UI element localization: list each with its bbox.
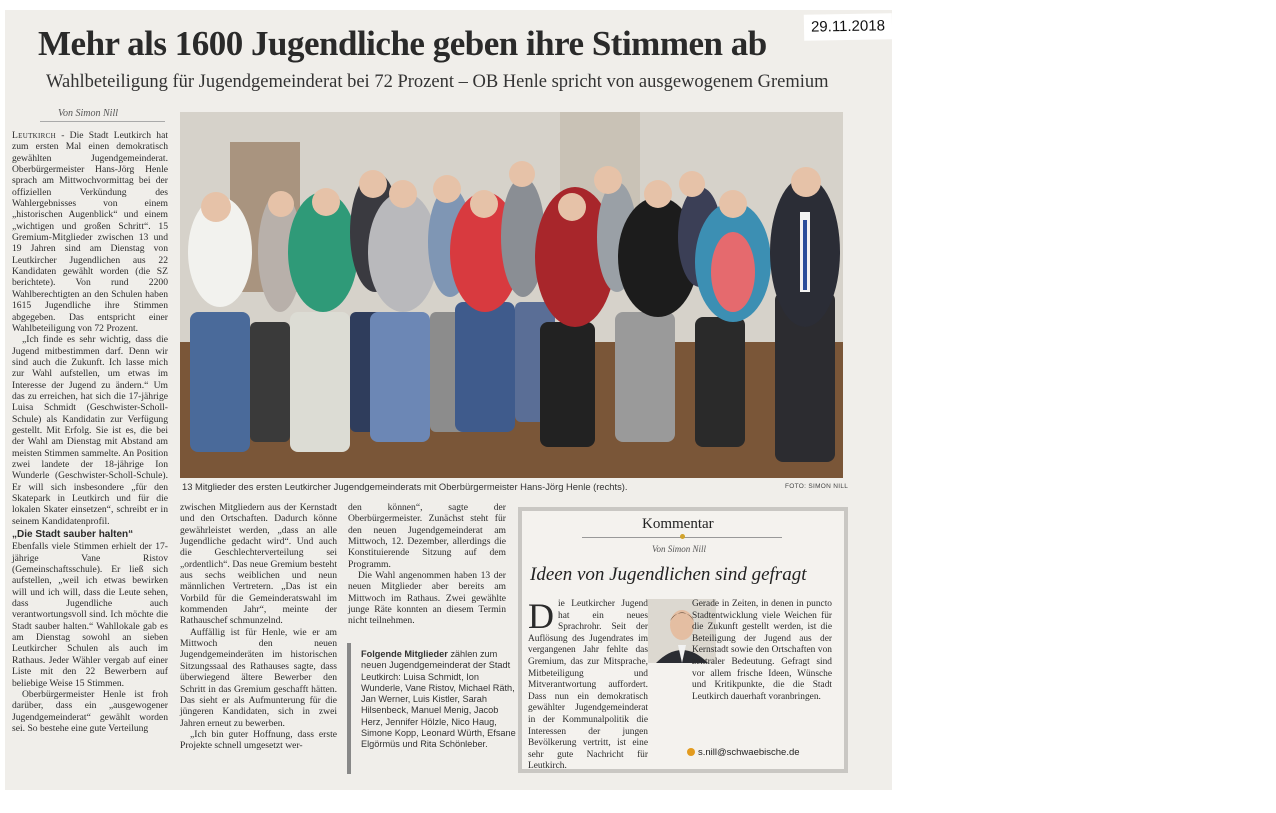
commentary-byline: Von Simon Nill bbox=[652, 544, 707, 554]
article-paragraph: zwischen Mitgliedern aus der Kernstadt und den Ortschaften. Dadurch könne gewährleistet werden, „dass an alle Jugendliche gedacht wird“. Und auch die Geschlechterverteilung sei „ordentlich“. Das neue Gremium besteht aus sechs weiblichen und neun männlichen Vertretern. „Das ist ein Vorbild für die Gemeinderatswahl im kommenden Jahr“, meinte der Rathauschef schmunzelnd. bbox=[180, 502, 337, 627]
infobox-text: zählen zum neuen Jugendgemeinderat der Stadt Leutkirch: Luisa Schmidt, Ion Wunderle, Vane Ristov, Michael Räth, Jan Werner, Luis Kistler, Sarah Hilsenbeck, Manuel Menig, Jacob Herz, Jennifer Hölzle, Nico Haug, Simone Kopp, Leonard Würth, Efsane Elgörmüs und Rita Schönleber. bbox=[361, 649, 516, 750]
email-icon bbox=[687, 748, 695, 756]
article-column-2 bbox=[180, 502, 337, 752]
drop-cap: D bbox=[528, 596, 554, 636]
article-paragraph: Ebenfalls viele Stimmen erhielt der 17-jährige Vane Ristov (Gemeinschaftsschule). Er ließ sich aufstellen, „weil ich etwas bewirken will und ich will, dass die Leute sehen, dass Jugendliche auch verantwortungsvoll sind. Ich möchte die Stadt sauber halten.“ Wahllokale gab es am Dienstag sowohl an sieben Leutkircher Schulen als auch im Rathaus. Jeder Wähler vergab auf einer Liste mit den 22 Bewerbern auf beliebige Weise 15 Stimmen. bbox=[12, 541, 168, 689]
email-text[interactable]: s.nill@schwaebische.de bbox=[698, 747, 800, 758]
article-column-1 bbox=[12, 130, 168, 734]
article-column-3 bbox=[348, 502, 506, 627]
byline-divider bbox=[40, 121, 165, 122]
commentary-headline: Ideen von Jugendlichen sind gefragt bbox=[530, 564, 807, 585]
accent-dot bbox=[680, 534, 685, 539]
headline: Mehr als 1600 Jugendliche geben ihre Stimmen ab bbox=[38, 24, 767, 63]
photo-caption: 13 Mitglieder des ersten Leutkircher Jugendgemeinderats mit Oberbürgermeister Hans-Jörg Henle (rechts). bbox=[182, 481, 628, 492]
photo-credit: FOTO: SIMON NILL bbox=[785, 483, 849, 490]
group-photo-illustration bbox=[180, 112, 843, 478]
article-paragraph: „Ich finde es sehr wichtig, dass die Jugend mitbestimmen darf. Denn wir sind auch die Zukunft. Ich lasse mich zur Wahl aufstellen, um etwas im Interesse der Jugend zu ändern.“ Um das zu erreichen, hat sich die 17-jährige Luisa Schmidt (Geschwister-Scholl-Schule) als Kandidatin zur Verfügung gestellt. Mit Erfolg. Sie ist es, die bei der Wahl am Dienstag mit Abstand am meisten Stimmen sammelte. An Position zwei landete der 18-jährige Ion Wunderle (Geschwister-Scholl-Schule). Er will sich insbesondere „für den Skatepark in Leutkirch und für die lokalen Skater einsetzen“, schreibt er in seinem Kandidatenprofil. bbox=[12, 334, 168, 527]
dateline: Leutkirch bbox=[12, 130, 56, 141]
article-paragraph: Auffällig ist für Henle, wie er am Mittwoch den neuen Jugendgemeinderäten im historischen Sitzungssaal des Rathauses sagte, dass überwiegend ältere Bewerber den Schritt in das Gremium geschafft hätten. Das sieht er als Aufmunterung für die jüngeren Kandidaten, sich in zwei Jahren erneut zu bewerben. bbox=[180, 626, 337, 729]
article-paragraph: Oberbürgermeister Henle ist froh darüber, dass ein „ausgewogener Jugendgemeinderat“ gewählt worden sei. So bestehe eine gute Verteilung bbox=[12, 688, 168, 734]
commentary-column-2 bbox=[692, 599, 832, 703]
article-paragraph: den können“, sagte der Oberbürgermeister. Zunächst steht für den neuen Jugendgemeinderat am Mittwoch, 12. Dezember, allerdings die Konstituierende Sitzung auf dem Programm. bbox=[348, 502, 506, 570]
commentary-paragraph: ie Leutkircher Jugend hat ein neues Sprachrohr. Seit der Auflösung des Jugendrates im vergangenen Jahr fehlte das Gremium, das zur Mitsprache, Mitbeteiligung und Mitverantwortung auffordert. Dass nun ein demokratisch gewählter Jugendgemeinderat in der Kommunalpolitik die Interessen der jungen Bevölkerung vertritt, ist eine sehr gute Nachricht für Leutkirch. bbox=[528, 599, 648, 772]
article-paragraph: „Ich bin guter Hoffnung, dass erste Projekte schnell umgesetzt wer- bbox=[180, 728, 337, 752]
date-stamp: 29.11.2018 bbox=[804, 13, 892, 41]
subheadline: Wahlbeteiligung für Jugendgemeinderat bei 72 Prozent – OB Henle spricht von ausgewogenem Gremium bbox=[46, 72, 829, 92]
author-email[interactable] bbox=[687, 747, 800, 758]
commentary-label: Kommentar bbox=[642, 516, 714, 532]
subheading: „Die Stadt sauber halten“ bbox=[12, 529, 134, 541]
article-paragraph: Leutkirch - Die Stadt Leutkirch hat zum ersten Mal einen demokratisch gewählten Jugendgemeinderat. Oberbürgermeister Hans-Jörg Henle sprach am Mittwochvormittag bei der offiziellen Verkündung des Wahlergebnisses von einem „historischen Augenblick“ und einem „wichtigen und großen Schritt“. 15 Gremium-Mitglieder zwischen 13 und 19 Jahren sind am Dienstag von Leutkircher Jugendlichen aus 22 Kandidaten gewählt worden (die SZ berichtete). Von rund 2200 Wahlberechtigten an den Schulen haben 1615 Jugendliche ihre Stimmen abgegeben. Das entspricht einer Wahlbeteiligung von 72 Prozent. bbox=[12, 130, 168, 334]
infobox-lead: Folgende Mitglieder bbox=[361, 649, 448, 659]
commentary-box bbox=[518, 507, 848, 773]
byline: Von Simon Nill bbox=[58, 108, 119, 119]
commentary-column-1 bbox=[528, 596, 648, 773]
group-photo bbox=[180, 112, 843, 478]
members-infobox bbox=[347, 643, 521, 774]
article-paragraph: Die Wahl angenommen haben 13 der neuen Mitglieder aber bereits am Mittwoch im Rathaus. Zwei gewählte junge Räte konnten an diesem Termin nicht teilnehmen. bbox=[348, 570, 506, 627]
commentary-paragraph: Gerade in Zeiten, in denen in puncto Stadtentwicklung viele Weichen für die Zukunft gestellt werden, ist die Beteiligung der Jugend aus der Kernstadt sowie den Ortschaften von zentraler Bedeutung. Gefragt sind vor allem frische Ideen, Wünsche und Kritikpunkte, die die Stadt Leutkirch dauerhaft voranbringen. bbox=[692, 599, 832, 702]
